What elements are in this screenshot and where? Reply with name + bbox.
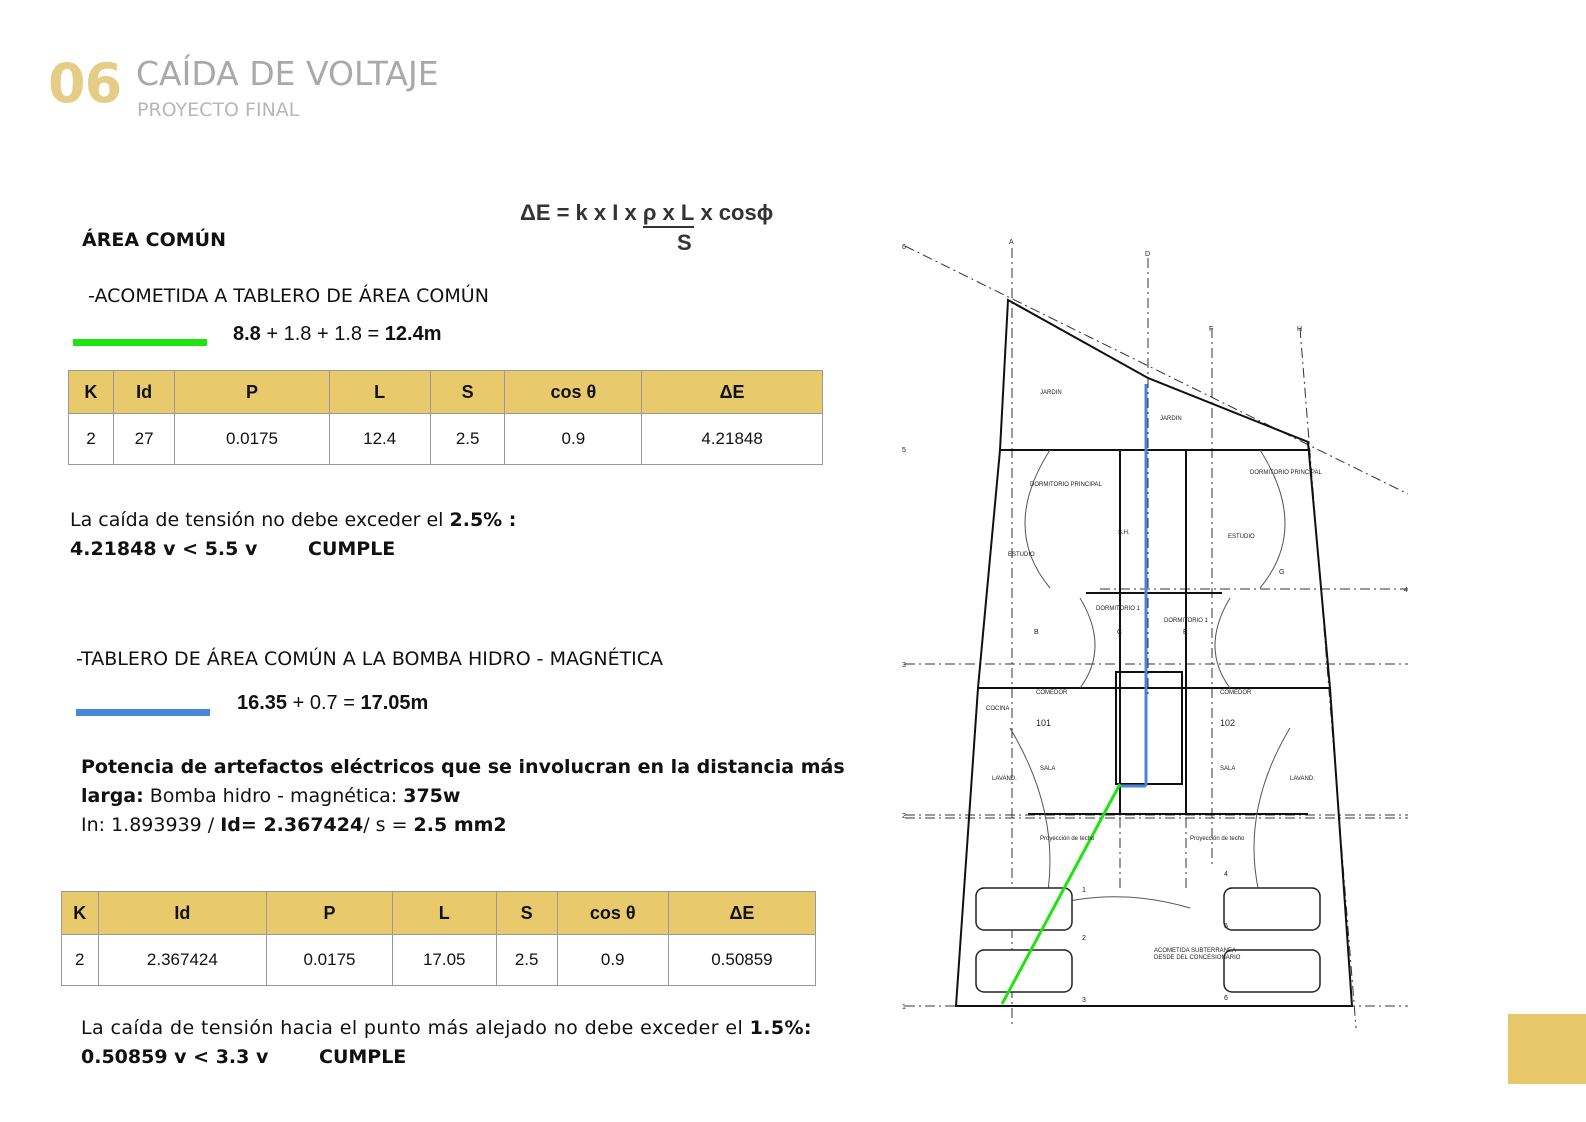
table-header: L bbox=[329, 371, 430, 414]
room-label: LAVAND. bbox=[992, 776, 1017, 782]
table-header-row bbox=[69, 371, 823, 414]
parking-number: 6 bbox=[1224, 995, 1228, 1002]
room-label: DORMITORIO PRINCIPAL bbox=[1030, 482, 1102, 488]
table-header: S bbox=[496, 892, 557, 935]
page-title: CAÍDA DE VOLTAJE bbox=[136, 54, 439, 93]
room-label: ESTUDIO bbox=[1228, 534, 1255, 540]
table-header: K bbox=[69, 371, 114, 414]
id-text: Id= 2.367424 bbox=[220, 814, 364, 836]
section1-result bbox=[70, 538, 396, 560]
table-cell: 0.0175 bbox=[175, 414, 329, 465]
grid-label: D bbox=[1145, 251, 1151, 258]
room-label: LAVAND. bbox=[1290, 776, 1315, 782]
table-cell: 0.0175 bbox=[267, 935, 393, 986]
table-row bbox=[69, 414, 823, 465]
formula-left: ΔE = k x I x bbox=[520, 200, 643, 225]
current-line bbox=[81, 814, 507, 836]
blue-line-legend bbox=[76, 709, 210, 716]
room-label: SALA bbox=[1220, 766, 1236, 772]
section-number: 06 bbox=[48, 52, 122, 115]
parking-number: 1 bbox=[1082, 887, 1086, 894]
table-header: cos θ bbox=[557, 892, 668, 935]
power-heading-2: larga: bbox=[81, 785, 144, 807]
grid-label: 5 bbox=[902, 447, 906, 454]
grid-label: 2 bbox=[902, 813, 906, 820]
room-label: COMEDOR bbox=[1220, 690, 1252, 696]
table-cell: 2 bbox=[69, 414, 114, 465]
section2-length bbox=[237, 692, 428, 715]
s-value: 2.5 mm2 bbox=[413, 814, 507, 836]
section1-table bbox=[68, 370, 823, 465]
section2-result bbox=[81, 1046, 407, 1068]
table-header: cos θ bbox=[505, 371, 642, 414]
room-label: Proyección de techo bbox=[1040, 836, 1095, 842]
section2-length-first: 16.35 bbox=[237, 692, 288, 714]
parked-cars bbox=[976, 888, 1320, 992]
s-text: / s = bbox=[363, 814, 414, 836]
table-cell: 0.9 bbox=[557, 935, 668, 986]
room-label: Proyección de techo bbox=[1190, 836, 1245, 842]
area-heading: ÁREA COMÚN bbox=[82, 229, 226, 251]
power-heading: Potencia de artefactos eléctricos que se involucran en la distancia más bbox=[81, 756, 845, 778]
section2-result-status: CUMPLE bbox=[319, 1046, 407, 1068]
room-label: ACOMETIDA SUBTERRANEA bbox=[1154, 948, 1237, 954]
section1-result-value: 4.21848 v < 5.5 v bbox=[70, 538, 258, 560]
parking-number: 3 bbox=[1082, 997, 1086, 1004]
section2-note-limit: 1.5%: bbox=[749, 1017, 812, 1039]
section2-result-value: 0.50859 v < 3.3 v bbox=[81, 1046, 269, 1068]
table-header: ΔE bbox=[668, 892, 815, 935]
section2-note bbox=[81, 1017, 812, 1039]
room-label: DORMITORIO 1 bbox=[1164, 618, 1208, 624]
room-label: DORMITORIO PRINCIPAL bbox=[1250, 470, 1322, 476]
section1-note bbox=[70, 509, 516, 531]
page-subtitle: PROYECTO FINAL bbox=[137, 99, 300, 121]
table-cell: 4.21848 bbox=[642, 414, 823, 465]
room-label: COMEDOR bbox=[1036, 690, 1068, 696]
table-header-row bbox=[62, 892, 816, 935]
power-line bbox=[81, 785, 460, 807]
room-label: DESDE DEL CONCESIONARIO bbox=[1154, 955, 1241, 961]
formula-right: x cosϕ bbox=[694, 200, 774, 225]
room-label: S.H. bbox=[1118, 530, 1130, 536]
table-cell: 2.367424 bbox=[98, 935, 267, 986]
section1-title: -ACOMETIDA A TABLERO DE ÁREA COMÚN bbox=[88, 285, 489, 307]
section1-length-first: 8.8 bbox=[233, 323, 261, 345]
table-cell: 12.4 bbox=[329, 414, 430, 465]
corner-accent-block bbox=[1508, 1014, 1586, 1084]
section1-result-status: CUMPLE bbox=[308, 538, 396, 560]
room-label: 101 bbox=[1036, 718, 1052, 728]
table-cell: 0.9 bbox=[505, 414, 642, 465]
section1-length bbox=[233, 323, 442, 346]
room-label: JARDIN bbox=[1040, 390, 1062, 396]
section1-length-rest: + 1.8 + 1.8 = bbox=[260, 323, 385, 345]
grid-label: 6 bbox=[902, 244, 906, 251]
table-cell: 2 bbox=[62, 935, 99, 986]
section1-length-total: 12.4m bbox=[384, 323, 442, 345]
table-header: K bbox=[62, 892, 99, 935]
table-header: S bbox=[430, 371, 505, 414]
room-label: JARDIN bbox=[1160, 416, 1182, 422]
section2-table bbox=[61, 891, 816, 986]
parking-numbers bbox=[1082, 871, 1228, 1004]
table-header: P bbox=[267, 892, 393, 935]
floor-plan bbox=[890, 228, 1430, 1048]
power-device: Bomba hidro - magnética: bbox=[143, 785, 404, 807]
formula-denominator: S bbox=[677, 230, 692, 255]
voltage-drop-formula bbox=[520, 200, 773, 228]
power-value: 375w bbox=[403, 785, 461, 807]
room-label: COCINA bbox=[986, 706, 1010, 712]
grid-label: 4 bbox=[1404, 587, 1408, 594]
grid-label: F bbox=[1209, 326, 1214, 333]
room-label: DORMITORIO 1 bbox=[1096, 606, 1140, 612]
table-header: P bbox=[175, 371, 329, 414]
table-cell: 17.05 bbox=[392, 935, 496, 986]
green-line-legend bbox=[73, 339, 207, 346]
table-cell: 0.50859 bbox=[668, 935, 815, 986]
section2-length-rest: + 0.7 = bbox=[287, 692, 361, 714]
table-cell: 2.5 bbox=[430, 414, 505, 465]
parking-number: 5 bbox=[1224, 923, 1228, 930]
grid-label: H bbox=[1297, 326, 1303, 333]
formula-numerator: ρ x L bbox=[643, 200, 695, 228]
in-text: In: 1.893939 / bbox=[81, 814, 221, 836]
grid-label: E bbox=[1183, 629, 1188, 636]
table-header: ΔE bbox=[642, 371, 823, 414]
section2-title: -TABLERO DE ÁREA COMÚN A LA BOMBA HIDRO - MAGNÉTICA bbox=[76, 648, 664, 670]
grid-label: 3 bbox=[902, 662, 906, 669]
room-label: 102 bbox=[1220, 718, 1236, 728]
parking-number: 2 bbox=[1082, 935, 1086, 942]
parking-number: 4 bbox=[1224, 871, 1228, 878]
table-cell: 27 bbox=[113, 414, 174, 465]
table-header: Id bbox=[113, 371, 174, 414]
grid-label: B bbox=[1034, 629, 1039, 636]
grid-label: A bbox=[1009, 239, 1014, 246]
grid-label: 1 bbox=[902, 1004, 906, 1011]
section2-note-text: La caída de tensión hacia el punto más alejado no debe exceder el bbox=[81, 1017, 750, 1039]
grid-label: C bbox=[1117, 629, 1123, 636]
section1-note-limit: 2.5% : bbox=[449, 509, 517, 531]
table-cell: 2.5 bbox=[496, 935, 557, 986]
room-label: ESTUDIO bbox=[1008, 552, 1035, 558]
grid-label: G bbox=[1279, 569, 1285, 576]
room-label: SALA bbox=[1040, 766, 1056, 772]
table-header: Id bbox=[98, 892, 267, 935]
section1-note-text: La caída de tensión no debe exceder el bbox=[70, 509, 450, 531]
table-header: L bbox=[392, 892, 496, 935]
table-row bbox=[62, 935, 816, 986]
section2-length-total: 17.05m bbox=[360, 692, 429, 714]
